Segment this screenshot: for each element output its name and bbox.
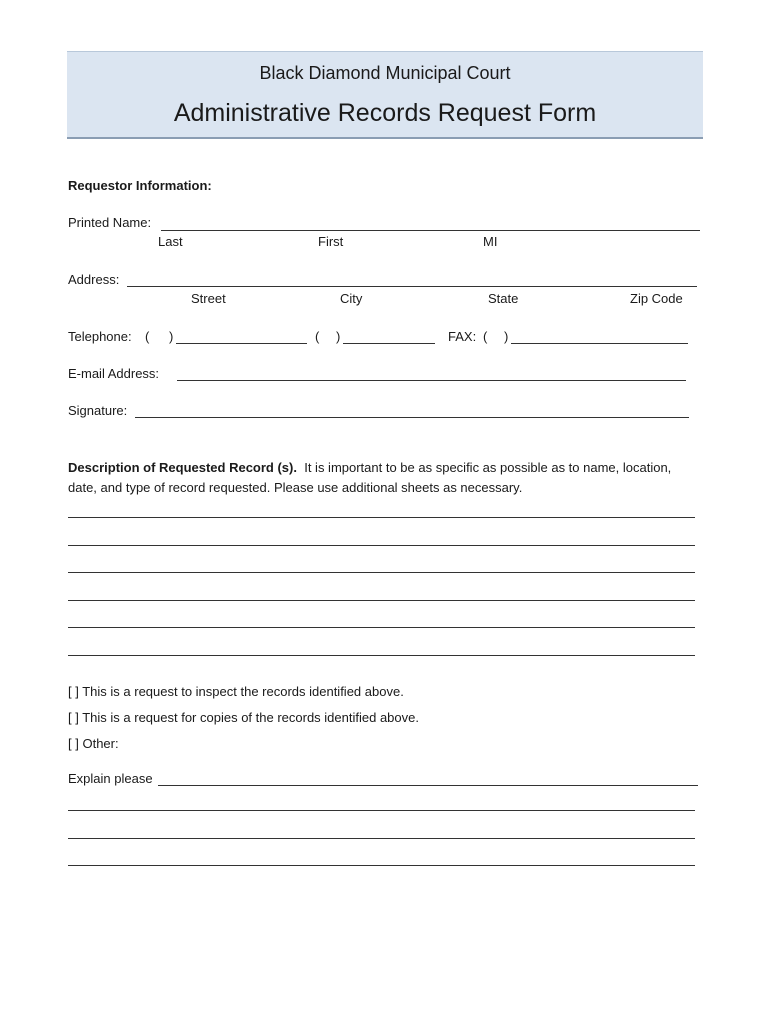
- address-city-caption: City: [340, 291, 363, 306]
- description-heading: Description of Requested Record (s).: [68, 460, 297, 475]
- fax-number-field[interactable]: [511, 343, 688, 344]
- description-text-1: It is important to be as specific as possible as to name, location,: [304, 460, 672, 475]
- form-title: Administrative Records Request Form: [173, 99, 597, 127]
- description-line[interactable]: [68, 600, 695, 601]
- address-street-caption: Street: [191, 291, 226, 306]
- other-checkbox[interactable]: [ ]: [68, 736, 79, 751]
- address-label: Address:: [68, 272, 120, 287]
- description-line[interactable]: [68, 517, 695, 518]
- description-text-2: date, and type of record requested. Please use additional sheets as necessary.: [68, 480, 523, 495]
- copies-checkbox[interactable]: [ ]: [68, 710, 79, 725]
- explain-line[interactable]: [68, 810, 695, 811]
- printed-name-label: Printed Name:: [68, 215, 152, 230]
- court-name: Black Diamond Municipal Court: [259, 63, 511, 83]
- signature-field[interactable]: [135, 417, 689, 418]
- signature-label: Signature:: [68, 403, 128, 418]
- address-field[interactable]: [127, 286, 697, 287]
- other-label: Other:: [82, 736, 119, 751]
- description-line[interactable]: [68, 655, 695, 656]
- explain-line[interactable]: [68, 838, 695, 839]
- email-field[interactable]: [177, 380, 686, 381]
- address-zip-caption: Zip Code: [630, 291, 683, 306]
- fax-area-close: ): [504, 329, 509, 344]
- copies-label: This is a request for copies of the records identified above.: [82, 710, 419, 725]
- telephone-number-field[interactable]: [176, 343, 307, 344]
- address-state-caption: State: [488, 291, 519, 306]
- telephone2-area-close: ): [336, 329, 341, 344]
- inspect-option[interactable]: [68, 684, 404, 699]
- fax-label: FAX:: [448, 329, 477, 344]
- inspect-checkbox[interactable]: [ ]: [68, 684, 79, 699]
- printed-name-field[interactable]: [161, 230, 700, 231]
- copies-option[interactable]: [68, 710, 419, 725]
- explain-line[interactable]: [68, 865, 695, 866]
- description-line[interactable]: [68, 572, 695, 573]
- description-intro: [68, 460, 671, 475]
- description-line[interactable]: [68, 545, 695, 546]
- telephone-label: Telephone:: [68, 329, 132, 344]
- explain-label: Explain please: [68, 771, 153, 786]
- telephone2-area-open: (: [315, 329, 320, 344]
- telephone-area-close: ): [169, 329, 174, 344]
- email-label: E-mail Address:: [68, 366, 160, 381]
- form-header: [67, 51, 703, 139]
- inspect-label: This is a request to inspect the records identified above.: [82, 684, 404, 699]
- name-first-caption: First: [318, 234, 344, 249]
- description-line[interactable]: [68, 627, 695, 628]
- telephone2-number-field[interactable]: [343, 343, 435, 344]
- fax-area-open: (: [483, 329, 488, 344]
- name-mi-caption: MI: [483, 234, 498, 249]
- explain-field[interactable]: [158, 785, 698, 786]
- other-option[interactable]: [68, 736, 119, 751]
- telephone-area-open: (: [145, 329, 150, 344]
- name-last-caption: Last: [158, 234, 183, 249]
- requestor-heading: Requestor Information:: [68, 178, 212, 193]
